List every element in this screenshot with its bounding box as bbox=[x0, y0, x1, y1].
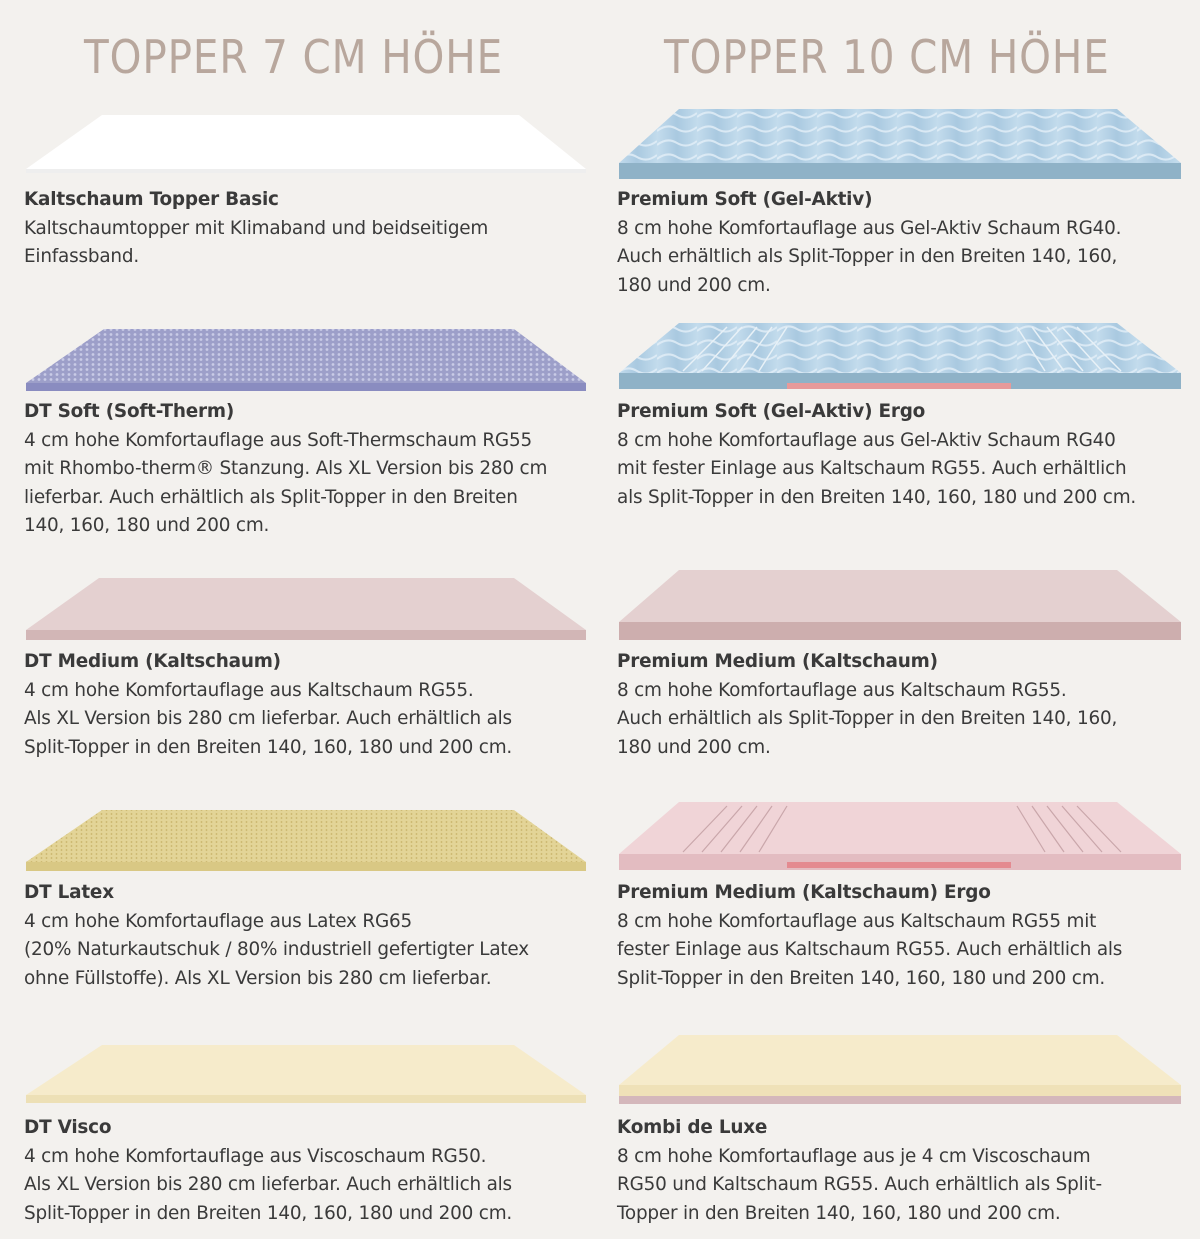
item-dt-soft bbox=[24, 398, 599, 541]
topper-premium-medium-image bbox=[617, 568, 1183, 642]
heading-topper-10cm: TOPPER 10 CM HÖHE bbox=[664, 30, 1110, 84]
item-premium-medium-ergo bbox=[617, 879, 1192, 993]
item-description: 4 cm hohe Komfortauflage aus Latex RG65 (20% Naturkautschuk / 80% industriell gefertigter Latex ohne Füllstoffe). Als XL Version bis 280 cm lieferbar. bbox=[24, 910, 529, 989]
item-title: DT Latex bbox=[24, 882, 114, 903]
topper-premium-soft-ergo-image bbox=[617, 321, 1183, 393]
item-premium-soft bbox=[617, 186, 1192, 300]
item-premium-medium bbox=[617, 648, 1192, 762]
item-title: Premium Soft (Gel-Aktiv) Ergo bbox=[617, 401, 926, 422]
item-description: 8 cm hohe Komfortauflage aus je 4 cm Viscoschaum RG50 und Kaltschaum RG55. Auch erhältlich als Split- Topper in den Breiten 140, 160, 180 und 200 cm. bbox=[617, 1145, 1102, 1224]
item-description: 4 cm hohe Komfortauflage aus Soft-Thermschaum RG55 mit Rhombo-therm® Stanzung. Als XL Version bis 280 cm lieferbar. Auch erhältlich als Split-Topper in den Breiten 140, 160, 180 und 200 cm. bbox=[24, 429, 548, 537]
item-dt-latex bbox=[24, 879, 599, 993]
item-title: Kombi de Luxe bbox=[617, 1117, 768, 1138]
item-title: Premium Medium (Kaltschaum) bbox=[617, 651, 938, 672]
topper-premium-medium-ergo-image bbox=[617, 800, 1183, 872]
item-description: 8 cm hohe Komfortauflage aus Kaltschaum RG55 mit fester Einlage aus Kaltschaum RG55. Auch erhältlich als Split-Topper in den Breiten 140, 160, 180 und 200 cm. bbox=[617, 910, 1123, 989]
item-title: DT Soft (Soft-Therm) bbox=[24, 401, 235, 422]
topper-soft-therm-image bbox=[24, 327, 588, 393]
topper-basic-image bbox=[24, 113, 588, 175]
item-premium-soft-ergo bbox=[617, 398, 1192, 512]
topper-dt-visco-image bbox=[24, 1043, 588, 1105]
heading-topper-7cm: TOPPER 7 CM HÖHE bbox=[84, 30, 504, 84]
item-dt-visco bbox=[24, 1114, 599, 1228]
item-description: 4 cm hohe Komfortauflage aus Kaltschaum RG55. Als XL Version bis 280 cm lieferbar. Auch erhältlich als Split-Topper in den Breiten 140, 160, 180 und 200 cm. bbox=[24, 679, 513, 758]
item-title: Kaltschaum Topper Basic bbox=[24, 189, 279, 210]
item-kombi-de-luxe bbox=[617, 1114, 1192, 1228]
item-description: 4 cm hohe Komfortauflage aus Viscoschaum RG50. Als XL Version bis 280 cm lieferbar. Auch erhältlich als Split-Topper in den Breiten 140, 160, 180 und 200 cm. bbox=[24, 1145, 513, 1224]
item-description: 8 cm hohe Komfortauflage aus Kaltschaum RG55. Auch erhältlich als Split-Topper in den Breiten 140, 160, 180 und 200 cm. bbox=[617, 679, 1118, 758]
item-description: 8 cm hohe Komfortauflage aus Gel-Aktiv Schaum RG40 mit fester Einlage aus Kaltschaum RG55. Auch erhältlich als Split-Topper in den Breiten 140, 160, 180 und 200 cm. bbox=[617, 429, 1137, 508]
topper-premium-soft-image bbox=[617, 107, 1183, 181]
item-description: 8 cm hohe Komfortauflage aus Gel-Aktiv Schaum RG40. Auch erhältlich als Split-Topper in den Breiten 140, 160, 180 und 200 cm. bbox=[617, 217, 1122, 296]
topper-dt-latex-image bbox=[24, 808, 588, 872]
item-dt-medium bbox=[24, 648, 599, 762]
item-title: DT Visco bbox=[24, 1117, 112, 1138]
item-title: DT Medium (Kaltschaum) bbox=[24, 651, 281, 672]
item-title: Premium Medium (Kaltschaum) Ergo bbox=[617, 882, 991, 903]
topper-dt-medium-image bbox=[24, 576, 588, 642]
item-kaltschaum-topper-basic bbox=[24, 186, 599, 272]
topper-kombi-de-luxe-image bbox=[617, 1033, 1183, 1107]
item-description: Kaltschaumtopper mit Klimaband und beidseitigem Einfassband. bbox=[24, 217, 489, 268]
item-title: Premium Soft (Gel-Aktiv) bbox=[617, 189, 873, 210]
